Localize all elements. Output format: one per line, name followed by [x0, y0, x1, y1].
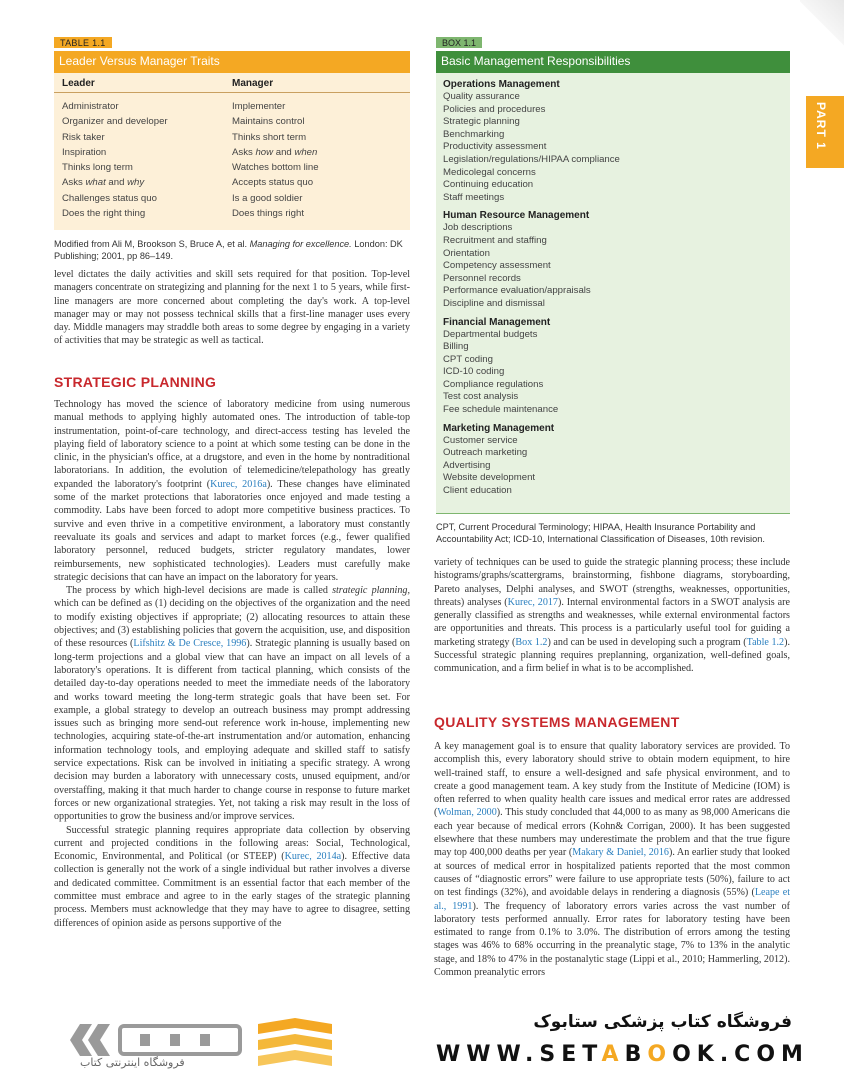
leader-trait: Organizer and developer — [62, 116, 168, 128]
text: ). Effective data collection is generally not the work of a single individual but rather involves a diverse and dedicated committee. Commitment is an essential factor that each member of the committee must embrace and agree to in the early stages of the strategic planning process. Members must acknowledge that they may have to agree to disagree, setting differences of opinion aside as persons supportive of the — [54, 851, 410, 929]
logo-caption: فروشگاه اینترنتی کتاب — [80, 1056, 185, 1069]
box-list-item: Productivity assessment — [443, 141, 547, 153]
quality-systems-heading: QUALITY SYSTEMS MANAGEMENT — [434, 714, 680, 730]
box-list-item: Strategic planning — [443, 116, 520, 128]
manager-trait: Maintains control — [232, 116, 305, 128]
paragraph — [434, 740, 790, 979]
citation-link[interactable]: Lifshitz & De Cresce, 1996 — [133, 638, 247, 650]
text: ). Internal environmental factors in a SWOT analysis are generally classified as strengths and weaknesses, while external environmental factors are opportunities and threats. This process is a particularly useful tool for guiding a marketing strategy ( — [434, 596, 790, 648]
table-tag: TABLE 1.1 — [54, 37, 112, 48]
box-list-item: Performance evaluation/appraisals — [443, 285, 591, 297]
manager-trait: Implementer — [232, 101, 286, 112]
box-body — [436, 73, 790, 514]
box-list-item: CPT coding — [443, 353, 493, 365]
table-row — [54, 191, 410, 206]
box-title: Basic Management Responsibilities — [436, 51, 790, 73]
text: ) and can be used in developing such a program ( — [547, 636, 747, 648]
box-tag: BOX 1.1 — [436, 37, 482, 48]
box-list-item: Quality assurance — [443, 91, 520, 102]
text: A key management goal is to ensure that quality laboratory services are provided. To accomplish this, every laboratory should strive to obtain modern equipment, to hire well-trained staff, to ensure a well-designed and safe physical environment, and to create a good management team. A key study from the Institute of Medicine (IOM) is often referred to when quality health care issues and medical error rates are addressed ( — [434, 741, 790, 819]
box-list-item: Policies and procedures — [443, 103, 546, 115]
paragraph — [434, 556, 790, 676]
box-section-heading: Financial Management — [443, 316, 551, 328]
paragraph — [54, 584, 410, 823]
box-list-item: Website development — [443, 472, 536, 484]
right-column-body — [434, 740, 790, 998]
manager-trait: Is a good soldier — [232, 192, 303, 204]
leader-trait: Administrator — [62, 101, 119, 112]
box-list-item: Continuing education — [443, 179, 534, 191]
text: Successful strategic planning requires appropriate data collection by observing current and projected conditions in the following areas: Social, Technological, Economic, Environmental, and Political (or STEEP) ( — [54, 824, 410, 863]
leader-trait: Thinks long term — [62, 162, 133, 174]
manager-trait: Accepts status quo — [232, 177, 314, 189]
box-list-item: Customer service — [443, 434, 518, 446]
intro-paragraph: level dictates the daily activities and skill sets required for that position. Top-level managers concentrate on strategizing and planning for the next 1 to 5 years, while first-line managers are more concerned about completing the day's work. A top-level manager may or may not possess technical skills that a first-line manager uses every day. Middle managers may straddle both areas to some degree by engaging in a variety of activities that may be strategic as well as tactical. — [54, 269, 410, 347]
box-list-item: Discipline and dismissal — [443, 297, 545, 309]
manager-trait: Watches bottom line — [232, 162, 319, 174]
url-accent: A — [601, 1042, 625, 1067]
table-row — [54, 175, 410, 190]
part-label: PART 1 — [814, 102, 828, 150]
setabook-logo-icon — [70, 1020, 250, 1060]
table-rows — [54, 93, 410, 221]
url-part: WWW.SET — [436, 1042, 602, 1067]
text: which can be defined as (1) deciding on the objectives of the organization and the need to modify existing objectives if appropriate; (2) allocating resources to attain these objectives; and (3) establishing policies that govern the acquisition, use, and disposition of these resources ( — [54, 598, 410, 650]
box-list-item: Fee schedule maintenance — [443, 404, 559, 416]
table-row — [54, 145, 410, 160]
table-caption — [54, 238, 410, 262]
table-row — [54, 130, 410, 145]
box-link[interactable]: Box 1.2 — [515, 636, 548, 648]
table-row — [54, 99, 410, 114]
text: ). These changes have eliminated some of the market protections that laboratories once enjoyed and made testing a commodity. Labs have been forced to adopt more competitive business practices. To survive and even thrive in a competitive environment, a laboratory must constantly reevaluate its goals and services and adapt to market forces (e.g., fewer qualified laboratory personnel, reduced budgets, stricter regulatory mandates, lower reimbursements, new sophisticated technologies). Leaders must carefully make strategic decisions that can have an impact on the laboratory for years. — [54, 478, 410, 583]
leader-trait: Risk taker — [62, 131, 105, 143]
manager-trait: Asks how and when — [232, 146, 318, 158]
box-list-item: Personnel records — [443, 272, 521, 284]
text: The process by which high-level decisions are made is called — [66, 585, 333, 597]
table-row — [54, 206, 410, 221]
leader-trait: Challenges status quo — [62, 192, 157, 204]
caption-title: Managing for excellence. — [249, 239, 352, 249]
store-name: فروشگاه کتاب پزشکی ستابوک — [533, 1012, 792, 1032]
box-list-item: Client education — [443, 485, 512, 497]
caption-part: Modified from Ali M, Brookson S, Bruce A, et al. — [54, 239, 250, 249]
manager-trait: Does things right — [232, 208, 304, 220]
table-title: Leader Versus Manager Traits — [54, 51, 410, 73]
box-list-item: Job descriptions — [443, 222, 513, 234]
box-list-item: Compliance regulations — [443, 378, 544, 390]
box-list-item: Competency assessment — [443, 260, 551, 272]
caption-part: London: DK Publishing; 2001, pp 86–149. — [54, 239, 403, 261]
text: variety of techniques can be used to guide the strategic planning process; these include histograms/graphs/scattergrams, brainstorming, fishbone diagrams, storyboarding, Pareto analyses, Delphi analyses, and SWOT (strengths, weaknesses, opportunities, threats) analyses ( — [434, 557, 790, 608]
store-footer-banner — [0, 1004, 844, 1080]
text: ). The frequency of laboratory errors varies across the vast number of laboratory tests performed annually. Error rates for laboratory testing have been estimated to range from 0.1% to 3.0%. The distribution of errors among the testing stages was 46% to 68% occurring in the preanalytic stage, 7% to 13% in the analytic stage, and 18% to 47% in the postanalytic stage (Lippi et al., 2010; Hammerling, 2012). Common preanalytic errors — [434, 900, 790, 979]
left-column-intro — [54, 268, 410, 348]
table-link[interactable]: Table 1.2 — [746, 636, 785, 648]
box-list-item: Advertising — [443, 459, 491, 471]
box-footnote: CPT, Current Procedural Terminology; HIPAA, Health Insurance Portability and Accountability Act; ICD-10, International Classification of Diseases, 10th revision. — [436, 522, 765, 544]
paragraph — [54, 824, 410, 930]
box-section-heading: Operations Management — [443, 79, 560, 90]
page-corner-curl — [800, 0, 844, 46]
part-tab — [806, 96, 844, 168]
box-list-item: Test cost analysis — [443, 391, 519, 403]
citation-link[interactable]: Kurec, 2017 — [507, 596, 558, 608]
box-list-item: Medicolegal concerns — [443, 166, 536, 178]
box-list-item: Outreach marketing — [443, 447, 528, 459]
citation-link[interactable]: Wolman, 2000 — [437, 807, 497, 819]
box-list-item: Benchmarking — [443, 128, 505, 140]
strategic-planning-heading: STRATEGIC PLANNING — [54, 374, 217, 390]
box-list-item: Staff meetings — [443, 191, 505, 203]
text: ). This study concluded that 44,000 to as many as 98,000 Americans die each year because of medical errors (Kohn& Corrigan, 2000). It has been suggested elsewhere that these numbers may underestimate the problem and that the true figure may top 400,000 deaths per year ( — [434, 807, 790, 859]
leader-trait: Asks what and why — [62, 177, 145, 189]
table-body — [54, 73, 410, 230]
leader-manager-table — [54, 33, 410, 262]
box-list-item: ICD-10 coding — [443, 366, 505, 378]
box-section-heading: Human Resource Management — [443, 210, 590, 222]
citation-link[interactable]: Makary & Daniel, 2016 — [572, 847, 669, 859]
column-header-manager: Manager — [232, 78, 274, 89]
citation-link[interactable]: Kurec, 2016a — [210, 478, 267, 490]
manager-trait: Thinks short term — [232, 131, 307, 143]
store-url[interactable] — [436, 1042, 809, 1067]
url-accent: O — [647, 1042, 673, 1067]
table-row — [54, 114, 410, 129]
url-part: B — [624, 1042, 648, 1067]
text: ). An earlier study that looked at sources of medical error in hospitalized patients reported that the most common causes of “diagnostic errors” were failure to use appropriate tests (50%), failure to act on test findings (32%), and avoidable delays in rendering a diagnosis (55%) ( — [434, 847, 790, 899]
paragraph — [54, 398, 410, 584]
table-header-row — [54, 76, 410, 93]
text: ). Strategic planning is usually based on long-term projections and a global view that can have an impact on all levels of a laboratory's operations. It is different from tactical planning, which consists of the detailed day-to-day operations needed to meet the immediate needs of the laboratory and works toward meeting the long-term strategic goals that have been set. For example, a global strategy to develop an outreach business may prompt addressing issues such as bringing more send-out reference work in-house, implementing new technologies, acquiring state-of-the-art instrumentation and/or automation, enhancing information technology tools, and employing adequate and skilled staff to satisfy service expectations. Risk can be involved in initiating a specific strategy. A wrong decision may burden a laboratory with unnecessary costs, unused equipment, and/or overstaffing, making it that much harder to change course in response to future market forces or new organizational strategies. Yet, not taking a risk may result in the loss of opportunities to grow the business and/or improve services. — [54, 638, 410, 823]
citation-link[interactable]: Leape et al., 1991 — [434, 887, 790, 912]
right-column-top — [434, 556, 790, 676]
box-section-heading: Marketing Management — [443, 422, 555, 434]
left-column-body — [54, 398, 410, 1000]
leader-trait: Inspiration — [62, 146, 107, 158]
management-responsibilities-box — [436, 33, 790, 545]
leader-trait: Does the right thing — [62, 208, 146, 220]
box-list-item: Departmental budgets — [443, 328, 538, 340]
box-list-item: Orientation — [443, 247, 490, 259]
text: Technology has moved the science of laboratory medicine from using numerous manual methods to applying highly automated ones. The introduction of table-top instrumentation, point-of-care technology, and direct-access testing has leveled the playing field of laboratory science to a point at which some testing can be done in the clinic, in the physician's office, at a drugstore, and even in the home by nontraditional laboratorians. In addition, the evolution of telemedicine/telepathology has greatly expanded the laboratory's footprint ( — [54, 399, 410, 490]
box-list-item: Billing — [443, 341, 469, 353]
chevron-mark-icon — [258, 1018, 332, 1076]
column-header-leader: Leader — [62, 78, 95, 89]
emphasis: strategic planning, — [332, 585, 410, 597]
box-list-item: Legislation/regulations/HIPAA compliance — [443, 153, 620, 165]
table-row — [54, 160, 410, 175]
citation-link[interactable]: Kurec, 2014a — [284, 851, 342, 863]
text: ). Successful strategic planning requires preplanning, organization, well-defined goals, communication, and a firm belief in what is to be accomplished. — [434, 636, 790, 675]
box-list-item: Recruitment and staffing — [443, 234, 547, 246]
url-part: OK.COM — [672, 1042, 809, 1067]
